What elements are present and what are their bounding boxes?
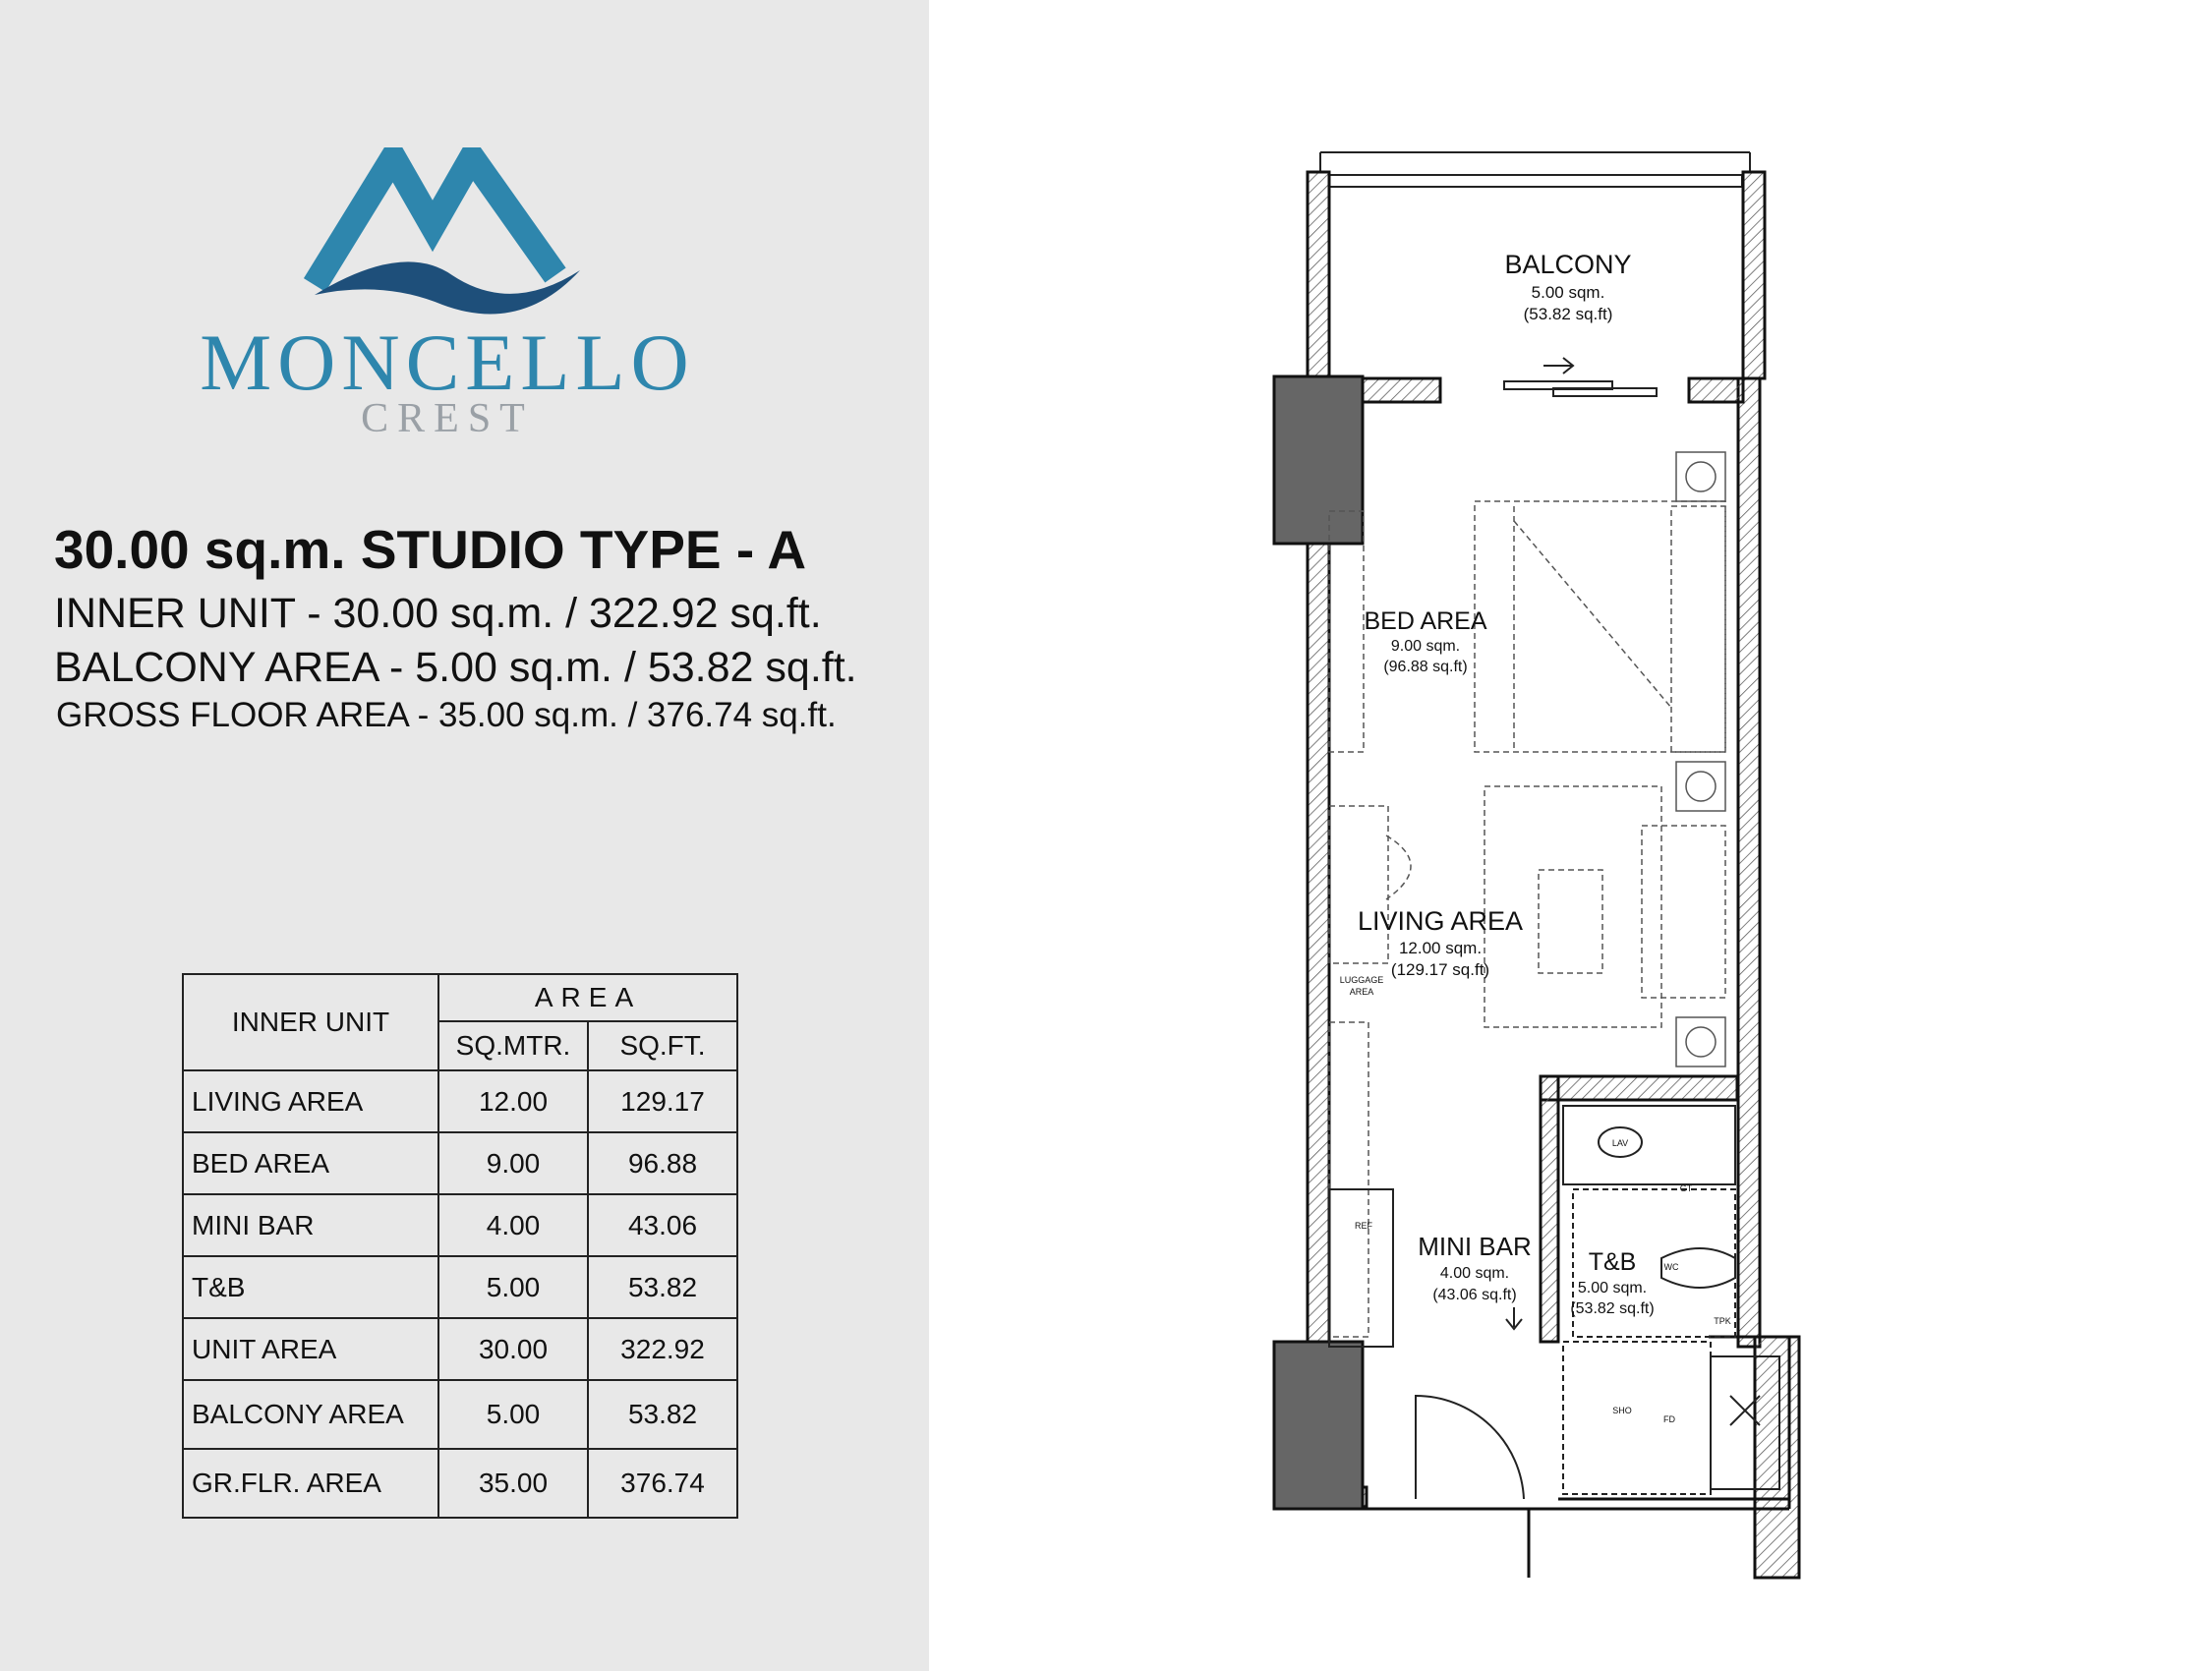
row-sqft: 376.74 [588, 1449, 737, 1518]
row-label: BED AREA [183, 1132, 438, 1194]
luggage-tag: LUGGAGE [1339, 975, 1384, 985]
row-label: BALCONY AREA [183, 1380, 438, 1449]
row-label: MINI BAR [183, 1194, 438, 1256]
brand-name: MONCELLO [200, 317, 695, 407]
inner-unit-heading: INNER UNIT - 30.00 sq.m. / 322.92 sq.ft. [54, 590, 822, 637]
sliding-door [1504, 358, 1657, 396]
floor-plan-panel [929, 0, 2212, 1671]
ref-tag: REF [1355, 1221, 1372, 1231]
balcony-railing [1320, 152, 1750, 187]
bed-area-label: BED AREA [1364, 607, 1487, 635]
tb-label: T&B [1588, 1248, 1637, 1276]
mini-bar-label: MINI BAR [1418, 1232, 1532, 1261]
mini-bar-sqft: (43.06 sq.ft) [1432, 1287, 1517, 1303]
row-sqft: 96.88 [588, 1132, 737, 1194]
structural-column [1274, 1342, 1363, 1509]
bed-area-sqm: 9.00 sqm. [1390, 638, 1461, 655]
gross-floor-area-heading: GROSS FLOOR AREA - 35.00 sq.m. / 376.74 sq.ft. [56, 696, 837, 734]
balcony-sqm: 5.00 sqm. [1531, 283, 1605, 302]
header-sqm: SQ.MTR. [438, 1021, 588, 1070]
balcony-label: BALCONY [1504, 250, 1632, 279]
mini-bar-sqm: 4.00 sqm. [1439, 1265, 1510, 1282]
row-sqft: 322.92 [588, 1318, 737, 1380]
tpk-tag: TPK [1714, 1316, 1731, 1326]
entrance-door [1416, 1307, 1524, 1499]
row-sqm: 12.00 [438, 1070, 588, 1132]
living-area-sqm: 12.00 sqm. [1398, 939, 1483, 957]
balcony-area-heading: BALCONY AREA - 5.00 sq.m. / 53.82 sq.ft. [54, 644, 857, 691]
mountain-logo-icon [295, 147, 590, 324]
header-inner-unit: INNER UNIT [183, 974, 438, 1070]
row-sqft: 53.82 [588, 1380, 737, 1449]
floor-plan [929, 0, 2212, 1671]
table-row [183, 1070, 737, 1132]
table-row [183, 1318, 737, 1380]
header-sqft: SQ.FT. [588, 1021, 737, 1070]
row-sqft: 43.06 [588, 1194, 737, 1256]
row-sqm: 30.00 [438, 1318, 588, 1380]
row-sqft: 129.17 [588, 1070, 737, 1132]
kitchen-counter [1329, 1022, 1368, 1337]
wc-tag: WC [1663, 1262, 1679, 1272]
table-row [183, 1132, 737, 1194]
row-sqm: 5.00 [438, 1256, 588, 1318]
balcony-sqft: (53.82 sq.ft) [1523, 305, 1613, 323]
table-row [183, 1449, 737, 1518]
gt-tag: GT [1679, 1183, 1693, 1193]
refrigerator [1329, 1189, 1393, 1347]
row-sqm: 35.00 [438, 1449, 588, 1518]
lav-tag: LAV [1611, 1138, 1629, 1148]
living-area-label: LIVING AREA [1357, 906, 1524, 936]
unit-title: 30.00 sq.m. STUDIO TYPE - A [54, 519, 807, 580]
table-row [183, 1380, 737, 1449]
info-panel [0, 0, 929, 1671]
sho-tag: SHO [1612, 1406, 1632, 1415]
luggage-tag-2: AREA [1349, 987, 1374, 997]
tb-sqft: (53.82 sq.ft) [1570, 1300, 1655, 1317]
wardrobe [1329, 511, 1364, 752]
row-label: UNIT AREA [183, 1318, 438, 1380]
unit-outline [1308, 1337, 1789, 1578]
row-sqm: 4.00 [438, 1194, 588, 1256]
row-label: T&B [183, 1256, 438, 1318]
bed [1475, 501, 1725, 752]
tb-sqm: 5.00 sqm. [1577, 1280, 1648, 1296]
row-sqm: 9.00 [438, 1132, 588, 1194]
lamp-icon [1676, 452, 1725, 1066]
row-sqft: 53.82 [588, 1256, 737, 1318]
area-table [182, 973, 738, 1519]
table-row [183, 1194, 737, 1256]
brand-subtitle: CREST [361, 396, 534, 441]
row-sqm: 5.00 [438, 1380, 588, 1449]
header-area: AREA [438, 974, 737, 1021]
fd-tag: FD [1663, 1414, 1675, 1424]
bed-area-sqft: (96.88 sq.ft) [1383, 659, 1468, 675]
row-label: LIVING AREA [183, 1070, 438, 1132]
table-row [183, 1256, 737, 1318]
structural-column [1274, 376, 1363, 544]
row-label: GR.FLR. AREA [183, 1449, 438, 1518]
living-area-sqft: (129.17 sq.ft) [1390, 960, 1490, 979]
